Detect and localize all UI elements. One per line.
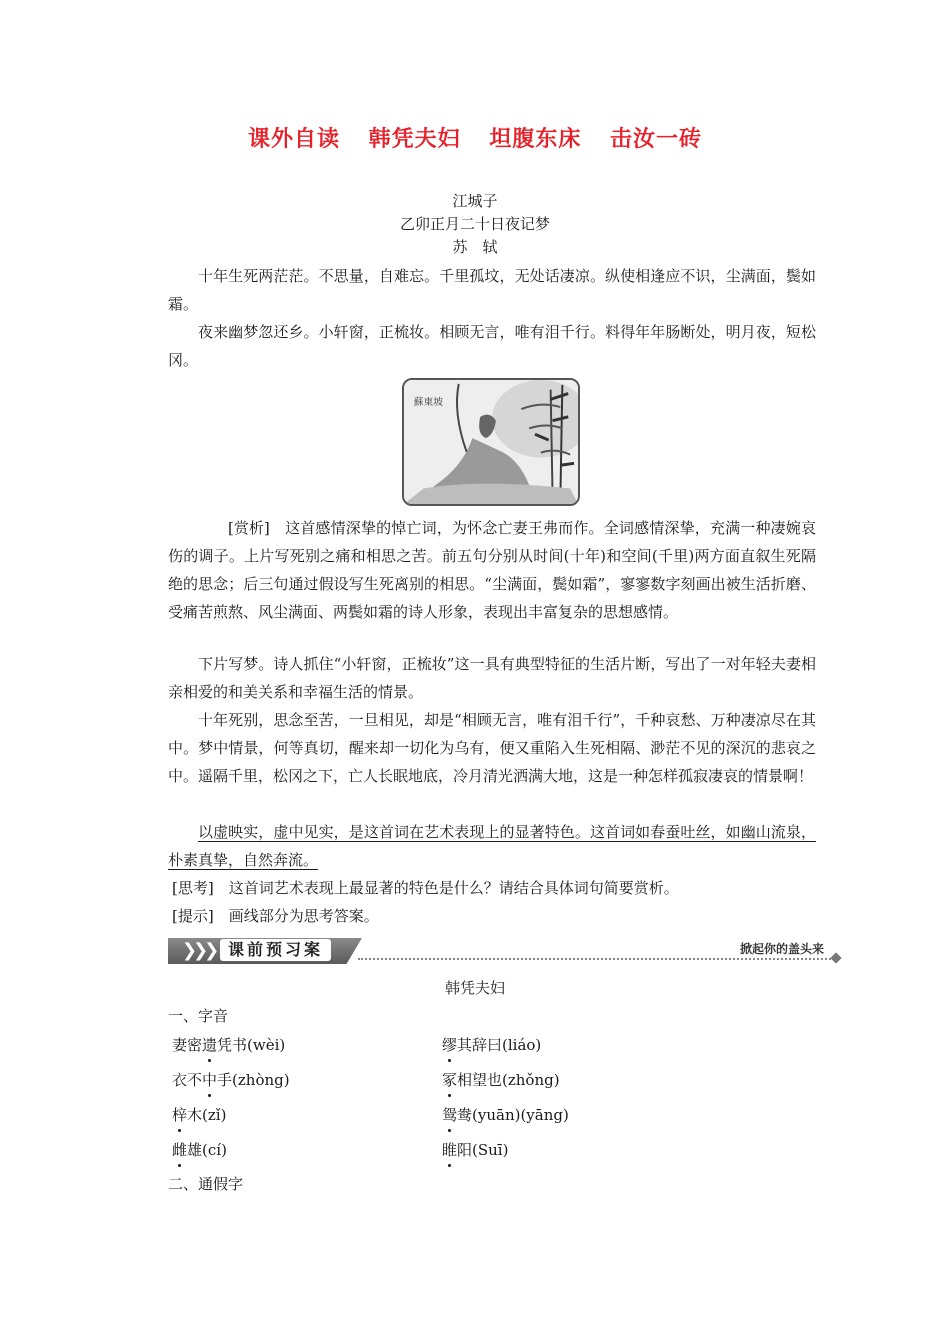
hint-paragraph bbox=[172, 902, 820, 930]
pronunciation-item: 妻密遗凭书(wèi) bbox=[172, 1036, 286, 1054]
title-part: 韩凭夫妇 bbox=[368, 127, 461, 152]
pronunciation-item: 缪其辞曰(liáo) bbox=[442, 1036, 542, 1054]
pronunciation-item: 雌雄(cí) bbox=[172, 1141, 227, 1159]
chevron-right-icon: ❯❯❯ bbox=[182, 940, 216, 961]
poem-title: 江城子 bbox=[452, 192, 498, 210]
heading-pronunciation: 一、字音 bbox=[168, 1007, 229, 1025]
think-text: 这首词艺术表现上最显著的特色是什么？请结合具体词句简要赏析。 bbox=[228, 879, 679, 897]
banner-right-text: 掀起你的盖头来 bbox=[734, 940, 824, 957]
banner-label: 课前预习案 bbox=[220, 939, 331, 961]
title-part: 坦腹东床 bbox=[489, 127, 582, 152]
heading-interchangeable-characters: 二、通假字 bbox=[168, 1175, 244, 1193]
pronunciation-item: 睢阳(Suī) bbox=[442, 1141, 509, 1159]
banner-dotted-line bbox=[358, 958, 834, 960]
poem-subtitle: 乙卯正月二十日夜记梦 bbox=[399, 215, 550, 233]
title-part: 击汝一砖 bbox=[610, 127, 703, 152]
think-paragraph bbox=[172, 874, 820, 902]
answer-underlined-text: 以虚映实，虚中见实，是这首词在艺术表现上的显著特色。这首词如春蚕吐丝，如幽山流泉，朴素真挚，自然奔流。 bbox=[168, 823, 816, 869]
poem-author: 苏 轼 bbox=[452, 238, 498, 256]
pronunciation-item: 鸳鸯(yuān)(yāng) bbox=[442, 1106, 569, 1124]
appreciation-text-1: 这首感情深挚的悼亡词，为怀念亡妻王弗而作。全词感情深挚，充满一种凄婉哀伤的调子。上片写死别之痛和相思之苦。前五句分别从时间(十年)和空间(千里)两方面直叙生死隔绝的思念；后三句通过假设写生死离别的相思。“尘满面，鬓如霜”，寥寥数字刻画出被生活折磨、受痛苦煎熬、风尘满面、两鬓如霜的诗人形象，表现出丰富复杂的思想感情。 bbox=[168, 519, 816, 621]
hint-text: 画线部分为思考答案。 bbox=[228, 907, 379, 925]
pronunciation-item: 梓木(zǐ) bbox=[172, 1106, 227, 1124]
appreciation-tag: [赏析] bbox=[228, 519, 270, 537]
appreciation-paragraph-4 bbox=[168, 818, 816, 874]
section-banner bbox=[168, 938, 840, 966]
page-title bbox=[0, 122, 950, 153]
title-part: 课外自读 bbox=[247, 127, 340, 152]
illustration-caption: 蘇東坡 bbox=[413, 397, 444, 409]
diamond-icon bbox=[830, 952, 841, 963]
pronunciation-item: 衣不中手(zhòng) bbox=[172, 1071, 290, 1089]
section-title: 韩凭夫妇 bbox=[444, 979, 505, 997]
appreciation-paragraph-1 bbox=[168, 514, 816, 626]
appreciation-paragraph-2: 下片写梦。诗人抓住“小轩窗，正梳妆”这一具有典型特征的生活片断，写出了一对年轻夫妻相亲相爱的和美关系和幸福生活的情景。 bbox=[168, 655, 816, 701]
appreciation-paragraph-3: 十年死别，思念至苦，一旦相见，却是“相顾无言，唯有泪千行”，千种哀愁、万种凄凉尽在其中。梦中情景，何等真切，醒来却一切化为乌有，便又重陷入生死相隔、渺茫不见的深沉的悲哀之中。遥隔千里，松冈之下，亡人长眠地底，冷月清光洒满大地，这是一种怎样孤寂凄哀的情景啊！ bbox=[168, 711, 816, 785]
hint-tag: [提示] bbox=[172, 907, 214, 925]
pronunciation-item: 冢相望也(zhǒng) bbox=[442, 1071, 560, 1089]
poem-stanza-2: 夜来幽梦忽还乡。小轩窗，正梳妆。相顾无言，唯有泪千行。料得年年肠断处，明月夜，短松冈。 bbox=[168, 323, 816, 369]
su-dongpo-illustration bbox=[402, 378, 580, 506]
think-tag: [思考] bbox=[172, 879, 214, 897]
poem-stanza-1: 十年生死两茫茫。不思量，自难忘。千里孤坟，无处话凄凉。纵使相逢应不识，尘满面，鬓如霜。 bbox=[168, 267, 816, 313]
